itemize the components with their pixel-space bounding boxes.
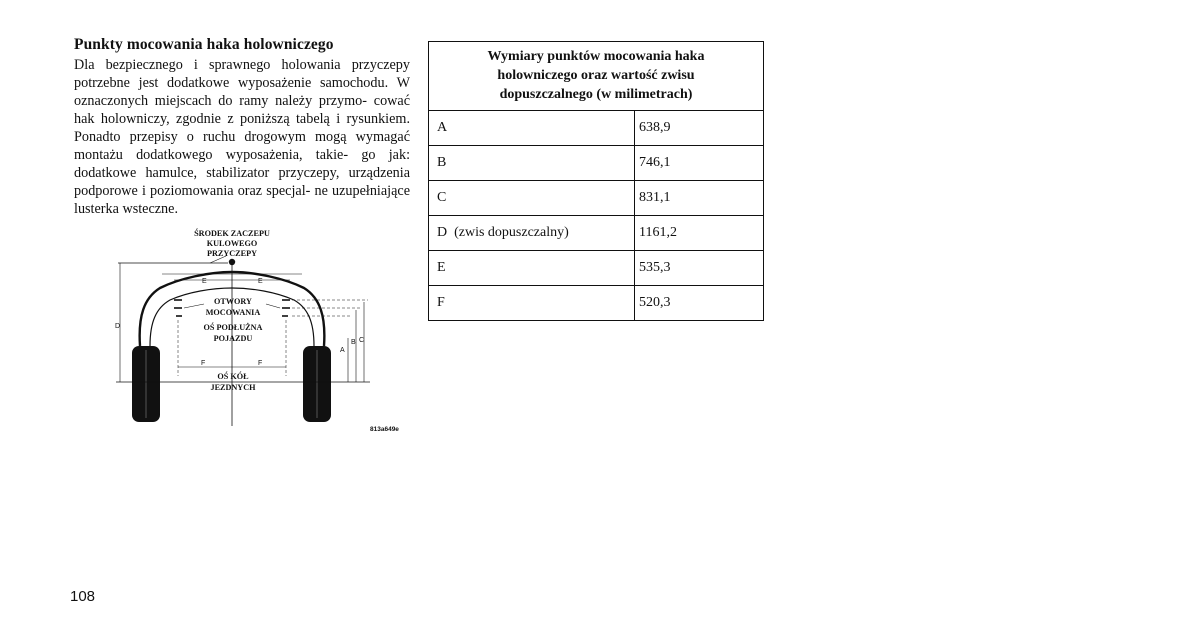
dimension-label: F <box>429 286 635 321</box>
leader-line-holes-left <box>184 304 204 308</box>
table-header-row <box>429 42 764 111</box>
dimension-label: C <box>429 181 635 216</box>
hitch-diagram-svg <box>100 226 420 436</box>
dimension-label: D (zwis dopuszczalny) <box>429 216 635 251</box>
body-line: urządzenia podporowe i poziomowania oraz specjal- <box>74 165 410 199</box>
dimension-label: A <box>429 111 635 146</box>
table-header-line: dopuszczalnego (w milimetrach) <box>499 87 693 102</box>
body-line: potrzebne jest dodatkowe wyposażenie samochodu. <box>74 75 389 91</box>
dimension-label: B <box>429 146 635 181</box>
dimension-d-letter: D <box>115 323 121 330</box>
section-title: Punkty mocowania haka holowniczego <box>74 36 334 53</box>
dimension-value: 638,9 <box>635 111 764 146</box>
label-mounting-holes-line2: MOCOWANIA <box>205 308 261 317</box>
left-mounting-holes <box>174 300 182 316</box>
dimension-value: 535,3 <box>635 251 764 286</box>
dimension-value: 520,3 <box>635 286 764 321</box>
body-line: W oznaczonych miejscach do ramy należy przymo- <box>74 75 410 109</box>
label-hitch-center-line1: ŚRODEK ZACZEPU <box>194 229 270 238</box>
label-mounting-holes-line1: OTWORY <box>214 297 252 306</box>
dimension-a-letter: A <box>340 347 345 354</box>
table-row <box>429 146 764 181</box>
section-body-text <box>74 56 410 218</box>
dimension-c-letter: C <box>359 337 365 344</box>
dimension-value: 746,1 <box>635 146 764 181</box>
dimension-f-right-letter: F <box>258 360 263 367</box>
table-header <box>429 42 764 111</box>
dimension-value: 1161,2 <box>635 216 764 251</box>
right-mounting-holes <box>282 300 290 316</box>
table-header-line: holowniczego oraz wartość zwisu <box>497 68 695 83</box>
body-line: ne uzupełniające lusterka wsteczne. <box>74 183 411 217</box>
dimension-e-left-letter: E <box>202 278 207 285</box>
figure-code: 813a649e <box>370 426 399 433</box>
body-line: go jak: dodatkowe hamulce, stabilizator przyczepy, <box>74 147 411 181</box>
table-row <box>429 251 764 286</box>
body-line: Dla bezpiecznego i sprawnego holowania przyczepy <box>74 57 410 73</box>
dimension-e-right-letter: E <box>258 278 263 285</box>
dimensions-table <box>428 41 764 321</box>
table-row <box>429 286 764 321</box>
leader-line-holes-right <box>266 304 280 308</box>
dimension-b-letter: B <box>351 339 356 346</box>
table-row <box>429 111 764 146</box>
page-number: 108 <box>70 588 96 605</box>
table-header-line: Wymiary punktów mocowania haka <box>487 49 705 64</box>
hitch-mounting-diagram <box>100 226 420 436</box>
label-hitch-center-line2: KULOWEGO <box>206 239 258 248</box>
body-line: rysunkiem. Ponadto przepisy o ruchu drogowym mogą <box>74 111 410 145</box>
table-row <box>429 181 764 216</box>
label-vehicle-axis-line2: POJAZDU <box>213 334 253 343</box>
dimension-label: E <box>429 251 635 286</box>
label-hitch-center-line3: PRZYCZEPY <box>206 249 258 258</box>
table-row <box>429 216 764 251</box>
body-line: wymagać montażu dodatkowego wyposażenia, takie- <box>74 129 410 163</box>
label-wheel-axis-line1: OŚ KÓŁ <box>217 372 249 381</box>
body-line: cować hak holowniczy, zgodnie z poniższą tabelą i <box>74 93 410 127</box>
label-wheel-axis-line2: JEZDNYCH <box>210 383 256 392</box>
dimension-value: 831,1 <box>635 181 764 216</box>
label-vehicle-axis-line1: OŚ PODŁUŻNA <box>203 323 263 332</box>
dimension-f-left-letter: F <box>201 360 206 367</box>
